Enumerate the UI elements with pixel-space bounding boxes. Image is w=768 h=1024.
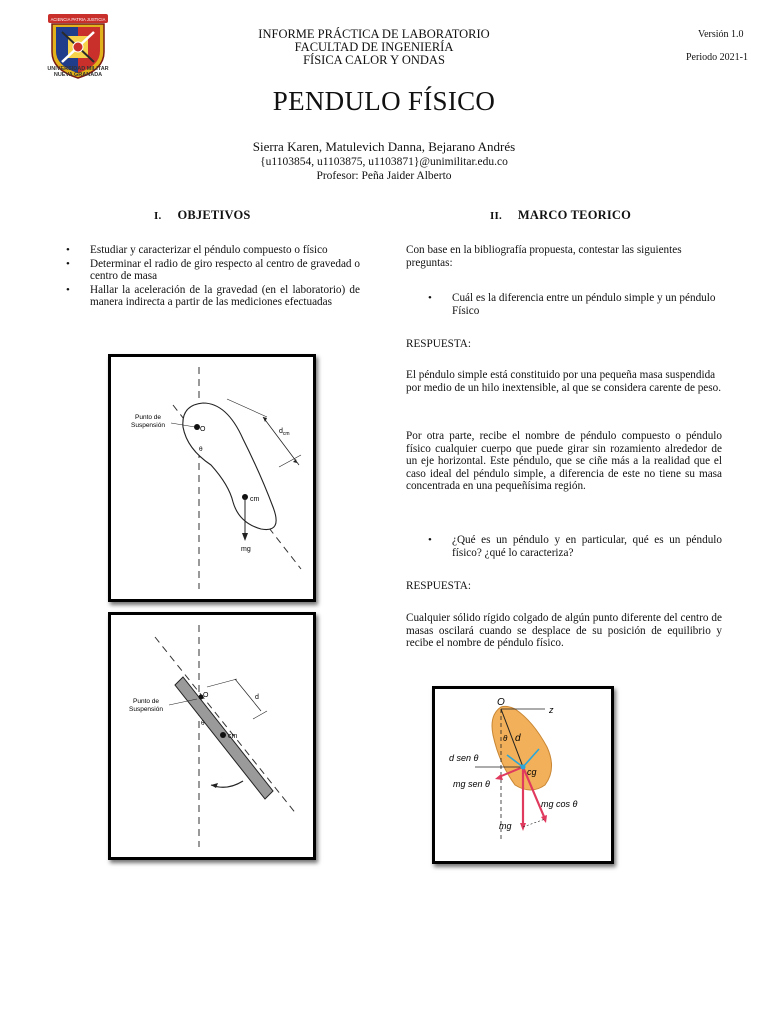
fig1-cm-label: cm	[250, 496, 260, 503]
section-title: MARCO TEORICO	[517, 208, 632, 222]
fig3-d-label: d	[515, 733, 521, 744]
fig3-z-label: z	[549, 705, 554, 715]
objectives-list	[62, 244, 360, 310]
objective-item: • Hallar la aceleración de la gravedad (en el laboratorio) de manera indirecta a partir de las mediciones efectuadas	[62, 284, 360, 309]
fig3-mgsen-label: mg sen θ	[453, 779, 490, 789]
fig1-pivot-label-2: Suspensión	[131, 422, 165, 429]
fig1-d-sub: cm	[282, 431, 290, 437]
irregular-pendulum-diagram	[111, 357, 313, 599]
section-number: II.	[490, 210, 502, 222]
authors-line: Sierra Karen, Matulevich Danna, Bejarano Andrés	[252, 139, 516, 154]
page-title: PENDULO FÍSICO	[272, 86, 496, 116]
fig1-d-label	[279, 428, 290, 437]
fig1-mg-label: mg	[241, 546, 251, 553]
logo-caption-line-2: NUEVA GRANADA	[53, 72, 103, 78]
forces-diagram	[435, 689, 611, 861]
fig2-cm-label: cm	[228, 733, 238, 740]
response-1-paragraph-1: El péndulo simple está constituido por una pequeña masa suspendida por medio de un hilo inextensible, al que se considera carente de peso.	[406, 369, 722, 394]
figure-rod-pendulum	[108, 612, 316, 860]
emails-line: {u1103854, u1103875, u1103871}@unimilitar.edu.co	[260, 156, 508, 168]
fig1-theta-label: θ	[199, 446, 203, 453]
header-line-3: FÍSICA CALOR Y ONDAS	[303, 53, 445, 67]
section-title: OBJETIVOS	[177, 208, 251, 222]
section-number: I.	[154, 210, 162, 222]
period-label: Periodo 2021-1	[686, 52, 748, 63]
objective-item: • Determinar el radio de giro respecto al centro de gravedad o centro de masa	[62, 258, 360, 283]
question-1	[424, 292, 722, 318]
figure-irregular-pendulum	[108, 354, 316, 602]
fig2-d-label: d	[255, 694, 259, 701]
logo-caption	[34, 66, 122, 78]
fig3-mg-label: mg	[499, 821, 512, 831]
report-header	[224, 28, 524, 67]
header-line-2: FACULTAD DE INGENIERÍA	[294, 40, 454, 54]
response-2-label: RESPUESTA:	[406, 580, 471, 592]
objective-item: • Estudiar y caracterizar el péndulo compuesto o físico	[62, 244, 360, 257]
professor-line: Profesor: Peña Jaider Alberto	[316, 170, 452, 182]
question-item: • ¿Qué es un péndulo y en particular, qué es un péndulo físico? ¿qué lo caracteriza?	[424, 534, 722, 559]
header-line-1: INFORME PRÁCTICA DE LABORATORIO	[258, 27, 490, 41]
fig3-dsen-label: d sen θ	[449, 753, 479, 763]
response-1-paragraph-2: Por otra parte, recibe el nombre de péndulo compuesto o péndulo físico cualquier cuerpo que puede girar sin rozamiento alrededor de un eje horizontal. Este péndulo, que se ciñe más a la realidad que el caso ideal del péndulo simple, a diferencia de este no tiene su masa concentrada en una pequeñísima región.	[406, 430, 722, 493]
section-objetivos-heading	[154, 208, 251, 223]
question-2	[424, 534, 722, 560]
fig3-cg-label: cg	[527, 767, 537, 777]
fig1-o-label: O	[200, 426, 206, 433]
fig2-pivot-label-1: Punto de	[133, 698, 160, 705]
rod-pendulum-diagram	[111, 615, 313, 857]
question-item: • Cuál es la diferencia entre un péndulo simple y un péndulo Físico	[424, 292, 722, 317]
fig3-theta-label: θ	[503, 734, 508, 743]
fig2-o-label: O	[203, 692, 209, 699]
response-1-label: RESPUESTA:	[406, 338, 471, 350]
response-2-paragraph-1: Cualquier sólido rígido colgado de algún punto diferente del centro de masas oscilará cuando se desplace de su posición de equilibrio y recibe el nombre de péndulo físico.	[406, 612, 722, 650]
intro-paragraph: Con base en la bibliografía propuesta, contestar las siguientes preguntas:	[406, 244, 682, 269]
fig3-mgcos-label: mg cos θ	[541, 799, 578, 809]
logo-caption-line-1: UNIVERSIDAD MILITAR	[47, 66, 109, 72]
fig3-o-label: O	[497, 697, 505, 708]
fig2-theta-label: θ	[201, 720, 205, 727]
logo-motto: ACIENCIA PATRIA JUSTICIA	[50, 17, 106, 22]
version-label: Versión 1.0	[698, 29, 744, 40]
fig1-pivot-label-1: Punto de	[135, 414, 162, 421]
figure-physical-pendulum-forces	[432, 686, 614, 864]
fig1-d-text: d	[279, 428, 283, 435]
fig2-pivot-label-2: Suspensión	[129, 706, 163, 713]
section-marco-teorico-heading	[490, 208, 631, 223]
